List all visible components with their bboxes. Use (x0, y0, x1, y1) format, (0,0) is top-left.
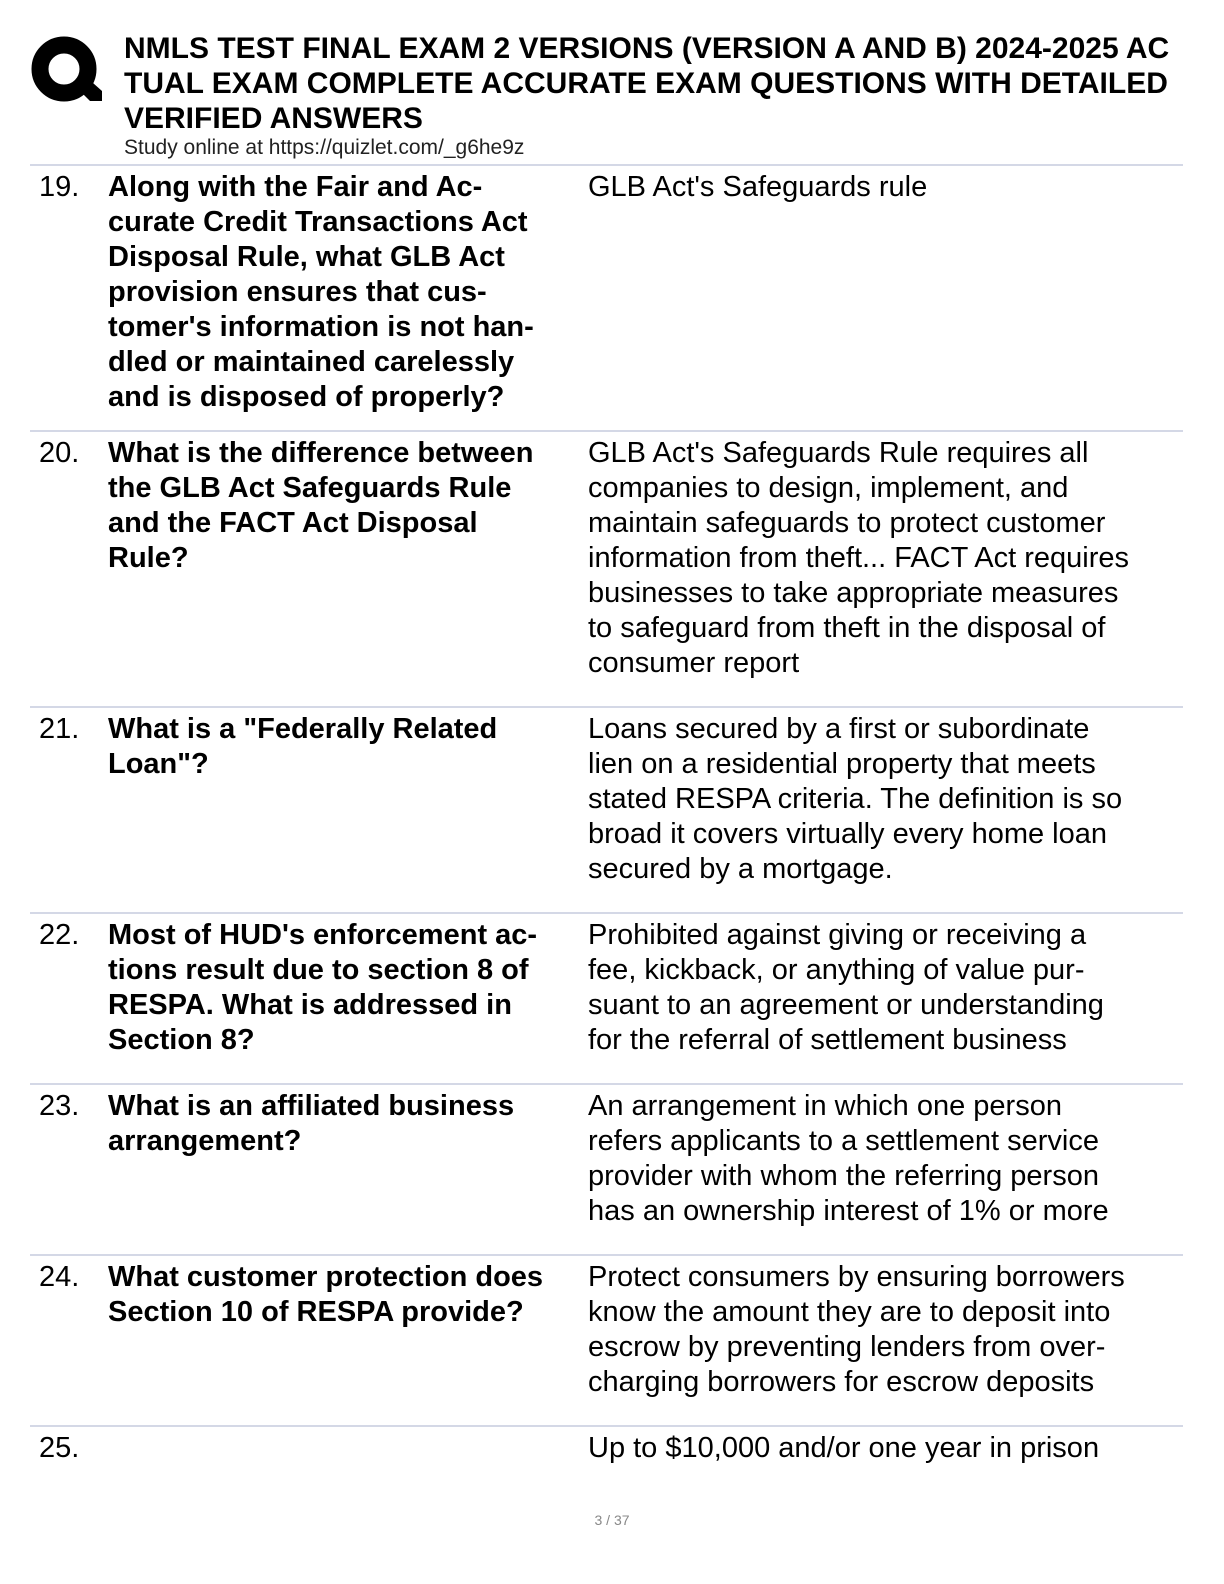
answer-text: GLB Act's Safeguards rule (588, 171, 928, 203)
page-header (0, 0, 1224, 164)
question-text: What customer protection does Section 10 of RESPA provide? (108, 1261, 544, 1328)
answer-text: An arrangement in which one person refers applicants to a settlement service provider with whom the referring person has an ownership interest of 1% or more (588, 1090, 1109, 1227)
qa-row-20 (30, 432, 1183, 708)
question-text: What is an affiliated business arrangement? (108, 1090, 515, 1157)
question-number: 23. (39, 1090, 80, 1122)
question-text: Along with the Fair and Ac- curate Credit Transactions Act Disposal Rule, what GLB Act provision ensures that cus- tomer's information is not han- dled or maintained carelessly and is disposed of properly? (108, 171, 534, 413)
question-number: 19. (39, 171, 80, 203)
question-text: What is the difference between the GLB Act Safeguards Rule and the FACT Act Disposal Rule? (108, 437, 534, 574)
answer-text: Prohibited against giving or receiving a fee, kickback, or anything of value pur- suant to an agreement or understanding for the referral of settlement business (588, 919, 1104, 1056)
document-title: NMLS TEST FINAL EXAM 2 VERSIONS (VERSION A AND B) 2024-2025 AC TUAL EXAM COMPLETE ACCURATE EXAM QUESTIONS WITH DETAILED VERIFIED ANSWERS (124, 32, 1170, 135)
page-indicator: 3 / 37 (594, 1512, 630, 1528)
study-online-link[interactable]: Study online at https://quizlet.com/_g6he9z (124, 136, 525, 159)
question-number: 24. (39, 1261, 80, 1293)
question-number: 21. (39, 713, 80, 745)
answer-text: Up to $10,000 and/or one year in prison (588, 1432, 1100, 1464)
answer-text: GLB Act's Safeguards Rule requires all companies to design, implement, and maintain safeguards to protect customer information from theft... FACT Act requires businesses to take appropriate measures to safeguard from theft in the disposal of consumer report (588, 437, 1130, 679)
quizlet-q-logo-icon (30, 35, 102, 107)
answer-text: Loans secured by a first or subordinate lien on a residential property that meets stated RESPA criteria. The definition is so broad it covers virtually every home loan secured by a mortgage. (588, 713, 1123, 885)
qa-row-19 (30, 166, 1183, 432)
question-text: What is a "Federally Related Loan"? (108, 713, 498, 780)
qa-table (30, 166, 1183, 1487)
question-text: Most of HUD's enforcement ac- tions result due to section 8 of RESPA. What is addressed in Section 8? (108, 919, 538, 1056)
answer-text: Protect consumers by ensuring borrowers know the amount they are to deposit into escrow by preventing lenders from over- charging borrowers for escrow deposits (588, 1261, 1125, 1398)
question-number: 22. (39, 919, 80, 951)
qa-row-22 (30, 914, 1183, 1085)
qa-row-23 (30, 1085, 1183, 1256)
question-number: 20. (39, 437, 80, 469)
qa-row-24 (30, 1256, 1183, 1427)
qa-row-21 (30, 708, 1183, 914)
qa-row-25 (30, 1427, 1183, 1487)
question-number: 25. (39, 1432, 80, 1464)
